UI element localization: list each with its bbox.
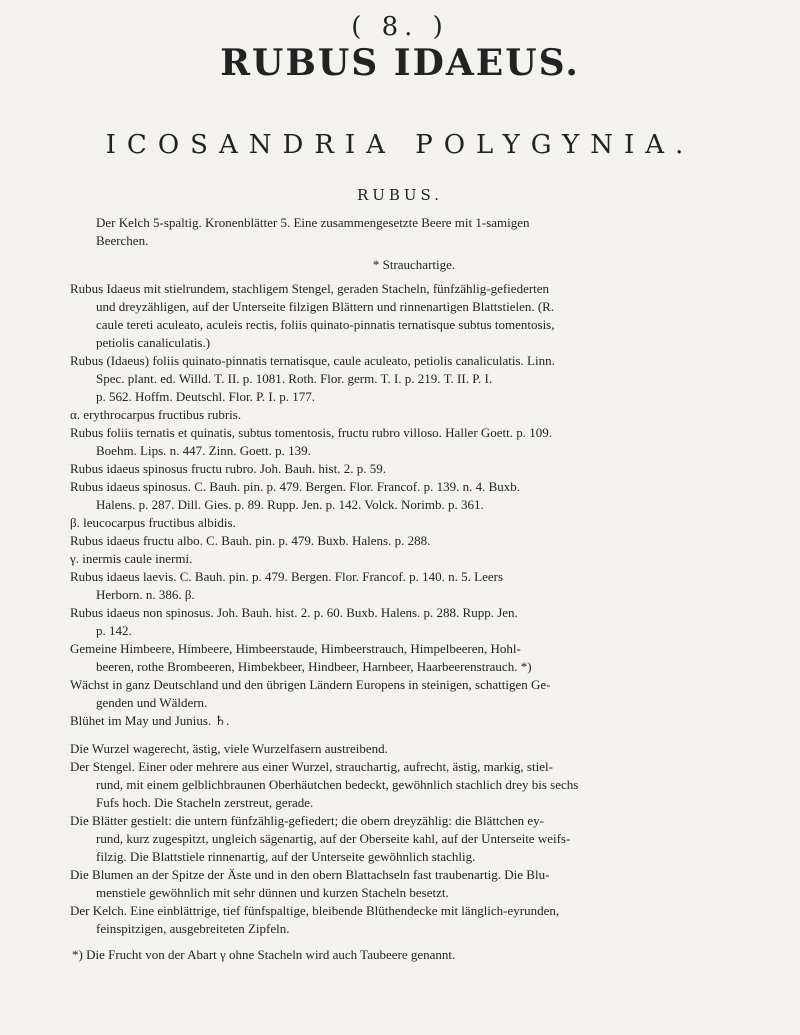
synonym-line: Halens. p. 287. Dill. Gies. p. 89. Rupp. Jen. p. 142. Volck. Norimb. p. 361. [96,497,484,512]
description-line: menstiele gewöhnlich mit sehr dünnen und kurzen Stacheln besetzt. [96,885,449,900]
species-diagnosis-line: caule tereti aculeato, aculeis rectis, foliis quinato-pinnatis ternatisque subtus tomentosis, [96,317,555,332]
habitat-line: genden und Wäldern. [96,695,208,710]
common-names-line: Gemeine Himbeere, Himbeere, Himbeerstaude, Himbeerstrauch, Himpelbeeren, Hohl- [70,641,521,656]
footnote: *) Die Frucht von der Abart γ ohne Stacheln wird auch Taubeere genannt. [72,947,456,962]
linnaean-class: ICOSANDRIA POLYGYNIA. [105,130,695,160]
habitat-line: Wächst in ganz Deutschland und den übrigen Ländern Europens in steinigen, schattigen Ge- [70,677,551,692]
description-line: Der Kelch. Eine einblättrige, tief fünfspaltige, bleibende Blüthendecke mit länglich-eyrunden, [70,903,560,918]
genus-characters-line: Der Kelch 5-spaltig. Kronenblätter 5. Eine zusammengesetzte Beere mit 1-samigen [96,215,530,230]
species-diagnosis-line: petiolis canaliculatis.) [96,335,211,350]
description-line: rund, kurz zugespitzt, ungleich sägenartig, auf der Oberseite kahl, auf der Unterseite weifs- [96,831,571,846]
description-line: filzig. Die Blattstiele rinnenartig, auf der Unterseite gewöhnlich stachlig. [96,849,476,864]
synonym-line: Rubus idaeus fructu albo. C. Bauh. pin. p. 479. Buxb. Halens. p. 288. [70,533,431,548]
species-diagnosis-line: und dreyzähligen, auf der Unterseite filzigen Blättern und rinnenartigen Blattstielen. (R. [96,299,555,314]
section-heading: * Strauchartige. [372,257,456,272]
synonym-line: Herborn. n. 386. β. [96,587,195,602]
genus-heading: RUBUS. [356,186,444,204]
synonym-line: Rubus idaeus non spinosus. Joh. Bauh. hist. 2. p. 60. Buxb. Halens. p. 288. Rupp. Jen. [70,605,518,620]
synonym-line: p. 142. [96,623,132,638]
variety-heading: α. erythrocarpus fructibus rubris. [70,407,242,422]
genus-characters-line: Beerchen. [96,233,149,248]
synonym-line: Spec. plant. ed. Willd. T. II. p. 1081. Roth. Flor. germ. T. I. p. 219. T. II. P. I. [96,371,493,386]
flowering-line: Blühet im May und Junius. ♄. [70,713,230,728]
species-diagnosis-line: Rubus Idaeus mit stielrundem, stachligem Stengel, geraden Stacheln, fünfzählig-gefiederten [70,281,550,296]
synonym-line: p. 562. Hoffm. Deutschl. Flor. P. I. p. 177. [96,389,315,404]
variety-heading: β. leucocarpus fructibus albidis. [70,515,236,530]
description-line: Die Wurzel wagerecht, ästig, viele Wurzelfasern austreibend. [70,741,388,756]
description-line: Fufs hoch. Die Stacheln zerstreut, gerade. [96,795,314,810]
description-line: Die Blumen an der Spitze der Äste und in den obern Blattachseln fast traubenartig. Die Blu- [70,867,550,882]
synonym-line: Boehm. Lips. n. 447. Zinn. Goett. p. 139. [96,443,311,458]
body-text [70,214,758,964]
description-line: rund, mit einem gelblichbraunen Oberhäutchen bedeckt, gewöhnlich stachlich drey bis sechs [96,777,579,792]
description-line: Der Stengel. Einer oder mehrere aus einer Wurzel, strauchartig, aufrecht, ästig, markig, stiel- [70,759,553,774]
synonym-line: Rubus idaeus spinosus. C. Bauh. pin. p. 479. Bergen. Flor. Francof. p. 139. n. 4. Buxb. [70,479,521,494]
description-line: feinspitzigen, ausgebreiteten Zipfeln. [96,921,290,936]
variety-heading: γ. inermis caule inermi. [70,551,193,566]
synonym-line: Rubus idaeus spinosus fructu rubro. Joh. Bauh. hist. 2. p. 59. [70,461,386,476]
description-line: Die Blätter gestielt: die untern fünfzählig-gefiedert; die obern dreyzählig: die Blättchen ey- [70,813,544,828]
page-number: ( 8. ) [351,12,449,42]
page-title: RUBUS IDAEUS. [220,42,580,84]
synonym-line: Rubus idaeus laevis. C. Bauh. pin. p. 479. Bergen. Flor. Francof. p. 140. n. 5. Leers [70,569,504,584]
synonym-line: Rubus (Idaeus) foliis quinato-pinnatis ternatisque, caule aculeato, petiolis canaliculatis. Linn. [70,353,555,368]
common-names-line: beeren, rothe Brombeeren, Himbekbeer, Hindbeer, Harnbeer, Haarbeerenstrauch. *) [96,659,532,674]
synonym-line: Rubus foliis ternatis et quinatis, subtus tomentosis, fructu rubro villoso. Haller Goett. p. 109. [70,425,553,440]
